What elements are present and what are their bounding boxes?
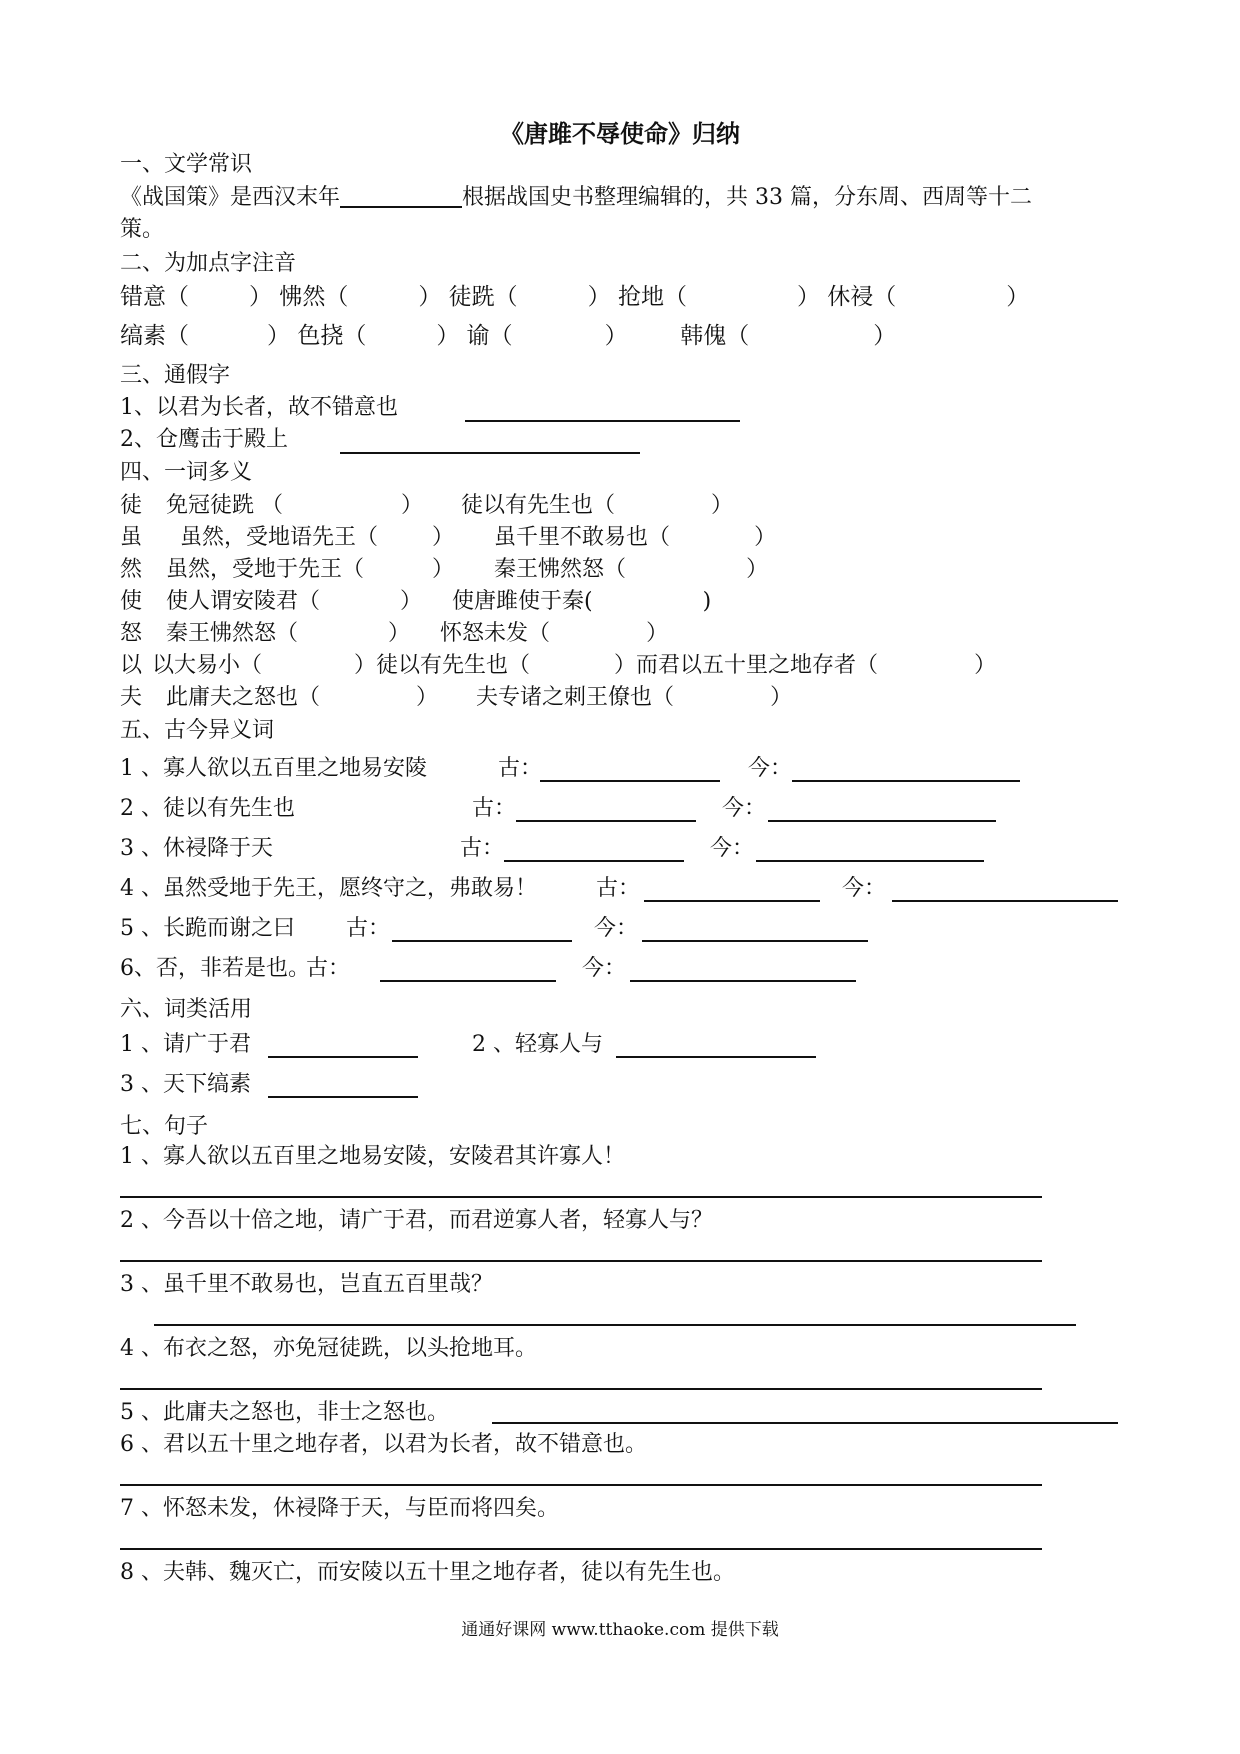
section-4-heading: 四、一词多义 (120, 460, 253, 485)
s4-row: 然 虽然，受地于先王（ ） 秦王怫然怒（ ） (120, 557, 769, 582)
label-gu: 古： (460, 836, 505, 861)
label-gu: 古： (596, 876, 641, 901)
answer-line (380, 980, 556, 982)
section-7-heading: 七、句子 (120, 1114, 209, 1139)
s7-item-2: 2 、今吾以十倍之地，请广于君，而君逆寡人者，轻寡人与？ (120, 1208, 713, 1233)
s3-item-1: 1、以君为长者，故不错意也 (120, 395, 398, 420)
section-3-heading: 三、通假字 (120, 363, 231, 388)
s4-row: 使 使人谓安陵君（ ） 使唐雎使于秦( ) (120, 589, 712, 614)
s4-row: 徒 免冠徒跣 （ ） 徒以有先生也（ ） (120, 493, 734, 518)
s1-line-1-part-a: 《战国策》是西汉末年 (120, 185, 341, 210)
label-gu: 古： (306, 956, 351, 981)
s3-answer-line-1 (465, 420, 740, 422)
pinyin-item: 缟素（ (120, 323, 189, 349)
section-6-heading: 六、词类活用 (120, 997, 253, 1022)
answer-line (516, 820, 696, 822)
answer-line (504, 860, 684, 862)
s7-item-7: 7 、怀怒未发，休祲降于天，与臣而将四矣。 (120, 1496, 559, 1521)
pinyin-item: 错意（ (120, 284, 189, 310)
s7-item-4: 4 、布衣之怒，亦免冠徒跣，以头抢地耳。 (120, 1336, 537, 1361)
s4-row: 夫 此庸夫之怒也（ ） 夫专诸之刺王僚也（ ） (120, 685, 793, 710)
fill-blank (340, 184, 462, 208)
pinyin-item: 谕（ (466, 323, 513, 349)
s7-item-5: 5 、此庸夫之怒也，非士之怒也。 (120, 1400, 449, 1425)
answer-line (644, 900, 820, 902)
label-jin: 今： (710, 836, 755, 861)
s7-item-3: 3 、虽千里不敢易也，岂直五百里哉？ (120, 1272, 493, 1297)
answer-line (120, 1260, 1042, 1262)
s1-line-1-part-b: 根据战国史书整理编辑的，共 33 篇，分东周、西周等十二 (462, 185, 1032, 210)
answer-line (268, 1056, 418, 1058)
s7-item-6: 6 、君以五十里之地存者，以君为长者，故不错意也。 (120, 1432, 647, 1457)
answer-line (154, 1324, 1076, 1326)
answer-line (392, 940, 572, 942)
pinyin-item: 怫然（ (279, 284, 349, 310)
s3-item-2: 2、仓鹰击于殿上 (120, 427, 288, 452)
pinyin-item: 休祲（ (827, 284, 897, 310)
answer-line (642, 940, 868, 942)
pinyin-item: 抢地（ (617, 284, 687, 310)
s6-item-1: 1 、请广于君 (120, 1032, 251, 1057)
s4-row: 怒 秦王怫然怒（ ） 怀怒未发（ ） (120, 621, 669, 646)
answer-line (892, 900, 1118, 902)
page-footer: 通通好课网 www.tthaoke.com 提供下载 (461, 1620, 779, 1640)
label-gu: 古： (472, 796, 517, 821)
answer-line (120, 1484, 1042, 1486)
page-title: 《唐雎不辱使命》归纳 (500, 119, 740, 148)
answer-line (756, 860, 984, 862)
answer-line (268, 1096, 418, 1098)
label-gu: 古： (346, 916, 391, 941)
answer-line (792, 780, 1020, 782)
s5-item-6: 6、否，非若是也。 (120, 956, 310, 981)
answer-line (768, 820, 996, 822)
section-2-heading: 二、为加点字注音 (120, 251, 297, 276)
s5-item-4: 4 、虽然受地于先王，愿终守之，弗敢易！ (120, 876, 537, 901)
label-jin: 今： (594, 916, 639, 941)
s1-line-2: 策。 (120, 217, 165, 242)
answer-line (120, 1196, 1042, 1198)
s4-row: 虽 虽然，受地语先王（ ） 虽千里不敢易也（ ） (120, 525, 777, 550)
section-5-heading: 五、古今异义词 (120, 718, 275, 743)
s6-item-3: 3 、天下缟素 (120, 1072, 251, 1097)
answer-line (120, 1548, 1042, 1550)
label-jin: 今： (722, 796, 767, 821)
s5-item-1: 1 、寡人欲以五百里之地易安陵 (120, 756, 427, 781)
s3-answer-line-2 (340, 452, 640, 454)
label-jin: 今： (748, 756, 793, 781)
answer-line (492, 1422, 1118, 1424)
s6-item-2: 2 、轻寡人与 (472, 1032, 603, 1057)
pinyin-item: 徒跣（ (448, 284, 518, 310)
label-jin: 今： (582, 956, 627, 981)
label-gu: 古： (498, 756, 543, 781)
s5-item-3: 3 、休祲降于天 (120, 836, 273, 861)
pinyin-item: 韩傀（ (680, 323, 750, 349)
section-1-heading: 一、文学常识 (120, 152, 253, 177)
s5-item-2: 2 、徒以有先生也 (120, 796, 295, 821)
s5-item-5: 5 、长跪而谢之曰 (120, 916, 295, 941)
s7-item-8: 8 、夫韩、魏灭亡，而安陵以五十里之地存者，徒以有先生也。 (120, 1560, 735, 1585)
label-jin: 今： (842, 876, 887, 901)
answer-line (120, 1388, 1042, 1390)
answer-line (630, 980, 856, 982)
pinyin-item: 色挠（ (297, 323, 367, 349)
s4-row: 以 以大易小（ ）徒以有先生也（ ）而君以五十里之地存者（ ） (120, 653, 997, 678)
s2-row-2: 缟素（ ） 色挠（ ） 谕（ ） 韩傀（ ） (120, 323, 897, 349)
s2-row-1: 错意（ ） 怫然（ ） 徒跣（ ） 抢地（ ） 休祲（ ） (120, 284, 1030, 310)
s7-item-1: 1 、寡人欲以五百里之地易安陵，安陵君其许寡人！ (120, 1144, 625, 1169)
answer-line (540, 780, 720, 782)
answer-line (616, 1056, 816, 1058)
s1-line-1 (120, 183, 1032, 213)
